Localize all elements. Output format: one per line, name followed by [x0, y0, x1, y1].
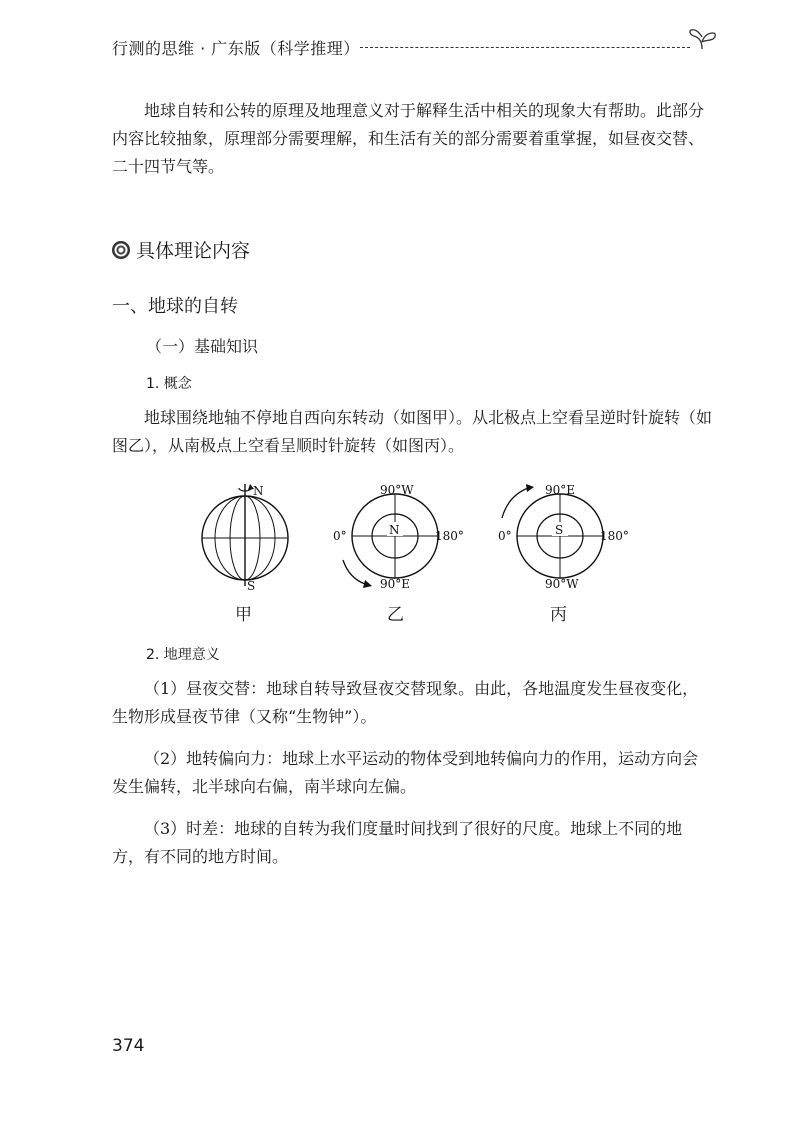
section-heading: [112, 236, 250, 263]
pole-diagram-bing: [490, 478, 630, 598]
globe-diagram-jia: [195, 478, 305, 598]
heading-geographic-significance: 2. 地理意义: [146, 647, 220, 663]
label-yi: 乙: [387, 605, 404, 625]
section-badge-icon: [112, 241, 130, 259]
concept-paragraph: 地球围绕地轴不停地自西向东转动（如图甲）。从北极点上空看呈逆时针旋转（如图乙），从南极点上空看呈顺时针旋转（如图丙）。: [112, 408, 713, 455]
yi-left-label: 0°: [333, 529, 347, 543]
intro-paragraph: 地球自转和公转的原理及地理意义对于解释生活中相关的现象大有帮助。此部分内容比较抽象，原理部分需要理解，和生活有关的部分需要着重掌握，如昼夜交替、二十四节气等。: [112, 101, 705, 176]
significance-paragraph-2: （2）地转偏向力：地球上水平运动的物体受到地转偏向力的作用，运动方向会发生偏转，北半球向右偏，南半球向左偏。: [112, 749, 699, 796]
header-rule: [360, 47, 690, 48]
section-title: 具体理论内容: [136, 240, 251, 262]
page-number: 374: [112, 1036, 145, 1056]
label-jia: 甲: [235, 605, 252, 625]
pole-diagram-yi: [325, 478, 465, 598]
bing-pole-label: S: [555, 523, 564, 537]
yi-bottom-label: 90°E: [380, 577, 411, 591]
heading-basic-knowledge: （一）基础知识: [146, 337, 259, 356]
sprout-icon: [688, 28, 718, 50]
heading-earth-rotation: 一、地球的自转: [112, 296, 238, 317]
heading-concept: 1. 概念: [146, 376, 192, 392]
bing-bottom-label: 90°W: [545, 577, 579, 591]
jia-north-label: N: [253, 484, 264, 498]
significance-paragraph-3: （3）时差：地球的自转为我们度量时间找到了很好的尺度。地球上不同的地方，有不同的地方时间。: [112, 819, 683, 866]
yi-right-label: 180°: [435, 529, 464, 543]
jia-south-label: S: [247, 579, 256, 593]
bing-top-label: 90°E: [545, 483, 576, 497]
label-bing: 丙: [550, 605, 567, 625]
running-header: 行测的思维 · 广东版（科学推理）: [112, 39, 360, 58]
yi-top-label: 90°W: [380, 483, 414, 497]
bing-left-label: 0°: [498, 529, 512, 543]
bing-right-label: 180°: [600, 529, 629, 543]
yi-pole-label: N: [389, 523, 400, 537]
significance-paragraph-1: （1）昼夜交替：地球自转导致昼夜交替现象。由此，各地温度发生昼夜变化，生物形成昼夜节律（又称“生物钟”）。: [112, 679, 699, 726]
